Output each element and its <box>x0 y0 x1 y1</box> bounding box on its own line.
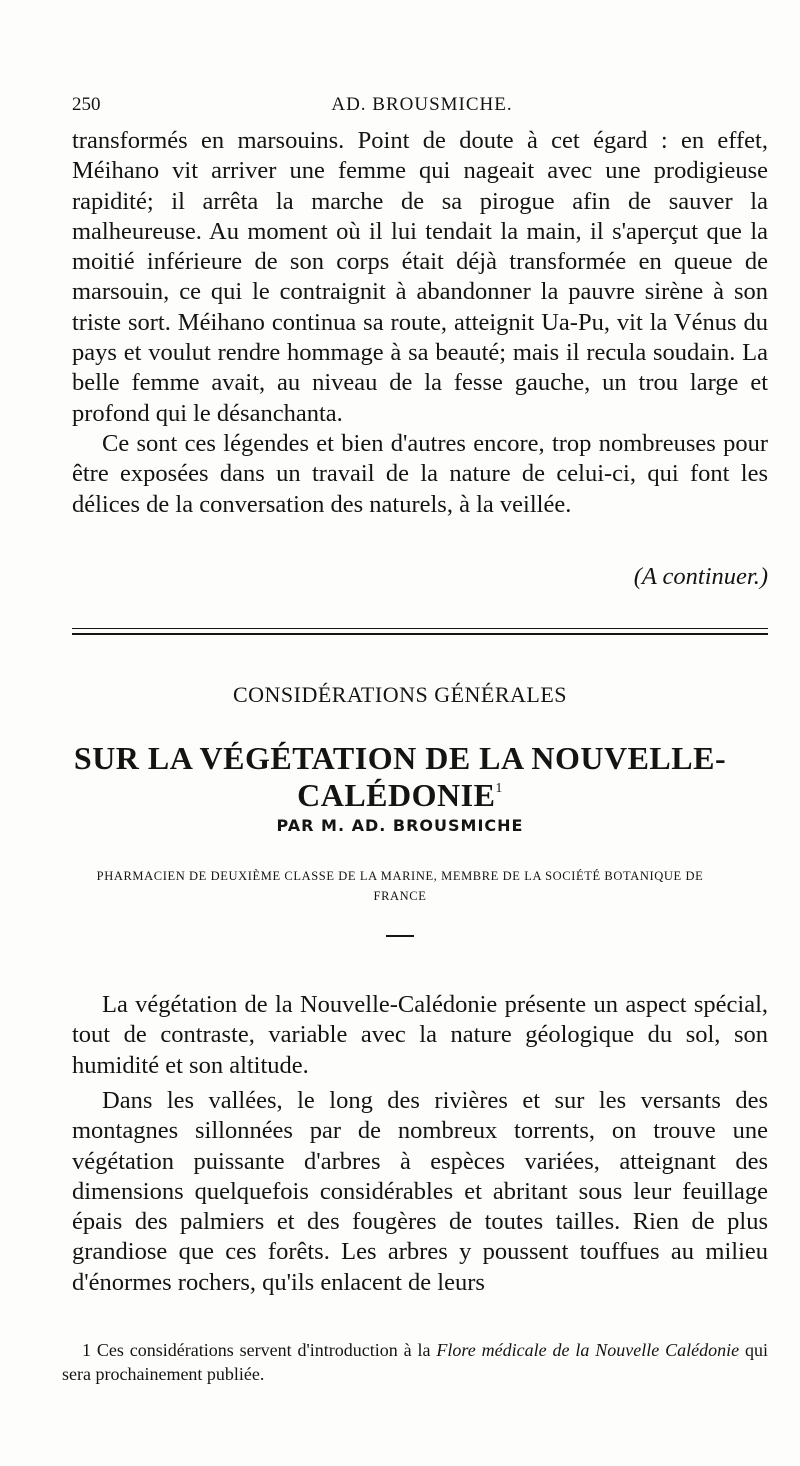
article-title-line2 <box>0 740 800 814</box>
paragraph-last: Ce sont ces légendes et bien d'autres encore, trop nombreuses pour être exposées dans un travail de la nature de celui-ci, qui font les délices de la conversation des naturels, à la veillée. <box>72 429 768 518</box>
section-divider-thick <box>72 633 768 635</box>
short-divider <box>386 935 414 937</box>
footnote-text: Ces considérations servent d'introduction à la <box>96 1340 431 1360</box>
article-paragraph-text: Dans les vallées, le long des rivières et sur les versants des montagnes sillonnées par de nombreux torrents, on trouve une végétation puissante d'arbres à espèces variées, atteignant des dimensions quelquefois considérables et abritant sous leur feuillage épais des palmiers et des fougères de toutes tailles. Rien de plus grandiose que ces forêts. Les arbres y poussent touffues au milieu d'énormes rochers, qu'ils enlacent de leurs <box>72 1087 768 1296</box>
page-header <box>72 92 772 118</box>
article-title-line1: CONSIDÉRATIONS GÉNÉRALES <box>232 682 568 707</box>
footnote-marker: 1 <box>495 781 503 796</box>
article-paragraph <box>72 1086 768 1298</box>
footnote-text-end: qui sera prochainement publiée. <box>62 1340 769 1384</box>
article-title-text: SUR LA VÉGÉTATION DE LA NOUVELLE-CALÉDONIE <box>73 740 727 813</box>
author-affiliation: PHARMACIEN DE DEUXIÈME CLASSE DE LA MARINE, MEMBRE DE LA SOCIÉTÉ BOTANIQUE DE FRANCE <box>96 869 704 903</box>
page-number: 250 <box>72 94 101 115</box>
author-byline: PAR M. AD. BROUSMICHE <box>276 816 524 835</box>
continuation-note: (A continuer.) <box>633 563 768 590</box>
previous-article-text <box>72 126 768 520</box>
footnote-number: 1 <box>82 1340 91 1360</box>
footnote-work-title: Flore médicale de la Nouvelle Calédonie <box>436 1340 740 1360</box>
footnote <box>62 1338 768 1386</box>
article-paragraph <box>72 990 768 1081</box>
section-divider-thin <box>72 628 768 629</box>
paragraph-continued: transformés en marsouins. Point de doute à cet égard : en effet, Méihano vit arriver une femme qui nageait avec une prodigieuse rapidité; il arrêta la marche de sa pirogue afin de sauver la malheureuse. Au moment où il lui tendait la main, il s'aperçut que la moitié inférieure de son corps était déjà transformée en queue de marsouin, ce qui le contraignit à abandonner la pauvre sirène à son triste sort. Méihano continua sa route, atteignit Ua-Pu, vit la Vénus du pays et voulut rendre hommage à sa beauté; mais il recula soudain. La belle femme avait, au niveau de la fesse gauche, un trou large et profond qui le désanchanta. <box>72 127 768 427</box>
article-paragraph-text: La végétation de la Nouvelle-Calédonie présente un aspect spécial, tout de contraste, variable avec la nature géologique du sol, son humidité et son altitude. <box>72 991 768 1079</box>
running-head: AD. BROUSMICHE. <box>331 94 513 115</box>
